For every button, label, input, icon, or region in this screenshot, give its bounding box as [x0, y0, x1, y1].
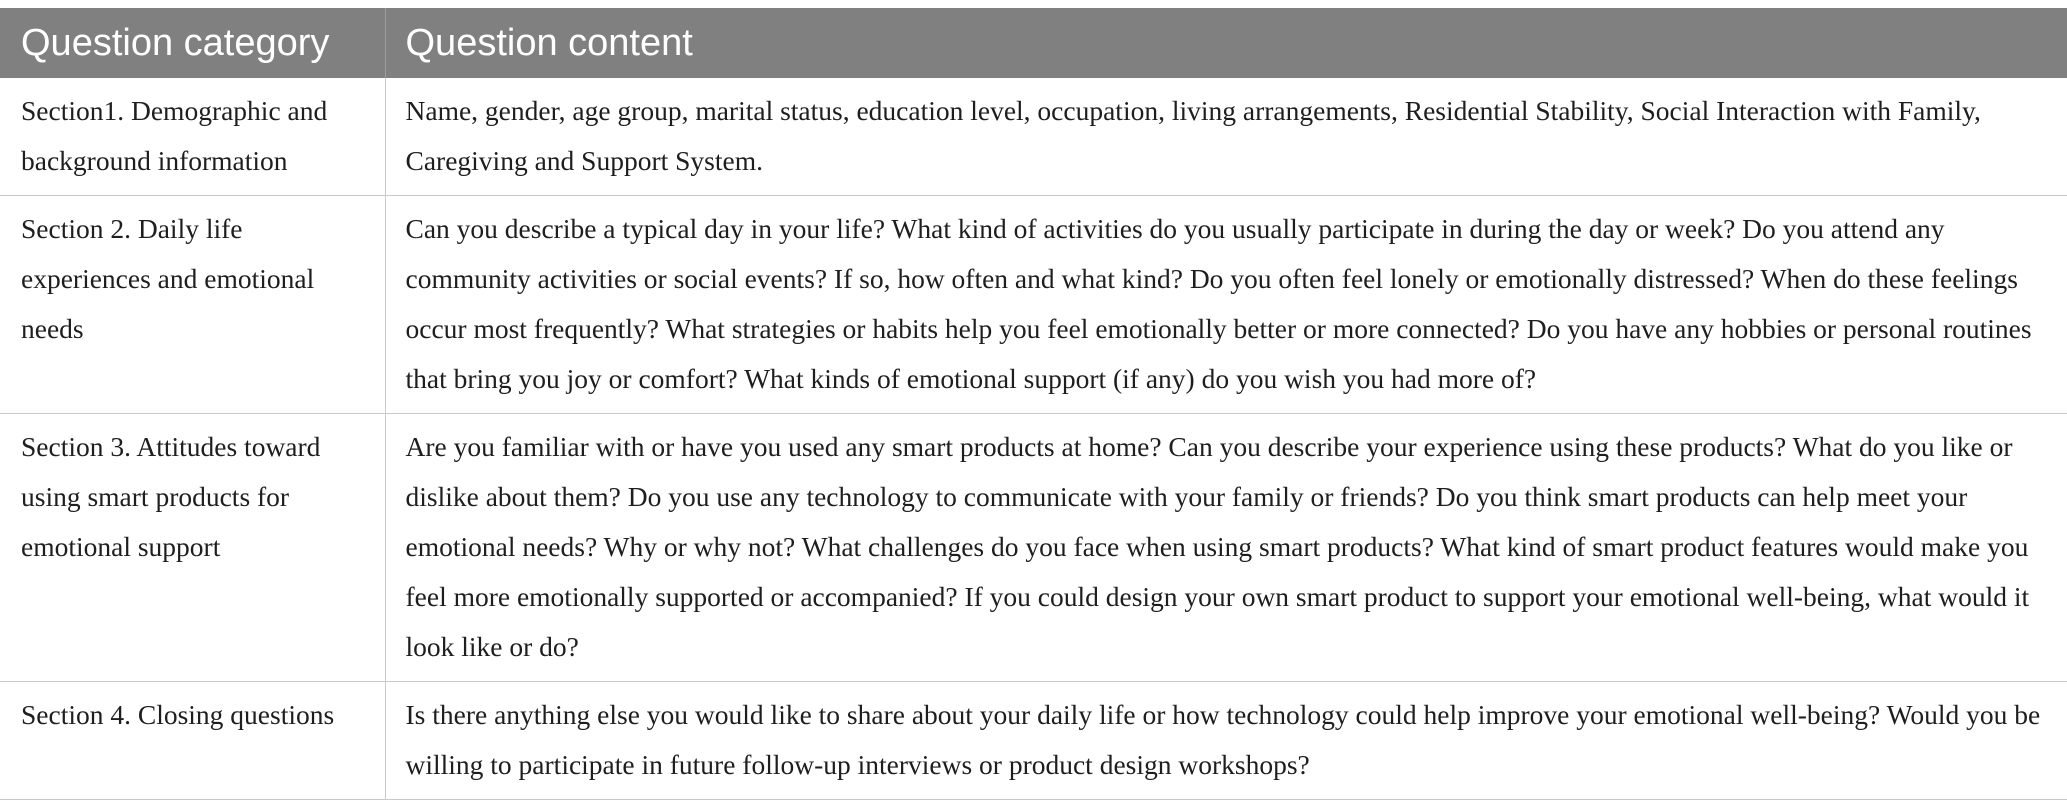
row-content: Are you familiar with or have you used any smart products at home? Can you describe your experience using these products? What do you like or dislike about them? Do you use any technology to communicate with your family or friends? Do you think smart products can help meet your emotional needs? Why or why not? What challenges do you face when using smart products? What kind of smart product features would make you feel more emotionally supported or accompanied? If you could design your own smart product to support your emotional well-being, what would it look like or do? [385, 414, 2067, 682]
column-header-content: Question content [385, 8, 2067, 78]
row-category: Section 4. Closing questions [0, 682, 385, 800]
row-content: Can you describe a typical day in your life? What kind of activities do you usually participate in during the day or week? Do you attend any community activities or social events? If so, how often and what kind? Do you often feel lonely or emotionally distressed? When do these feelings occur most frequently? What strategies or habits help you feel emotionally better or more connected? Do you have any hobbies or personal routines that bring you joy or comfort? What kinds of emotional support (if any) do you wish you had more of? [385, 196, 2067, 414]
table-row [0, 78, 2067, 196]
table-row [0, 682, 2067, 800]
question-table [0, 8, 2067, 800]
row-category: Section 2. Daily life experiences and emotional needs [0, 196, 385, 414]
column-header-category: Question category [0, 8, 385, 78]
row-category: Section 3. Attitudes toward using smart products for emotional support [0, 414, 385, 682]
table-row [0, 414, 2067, 682]
row-content: Name, gender, age group, marital status, education level, occupation, living arrangements, Residential Stability, Social Interaction with Family, Caregiving and Support System. [385, 78, 2067, 196]
table-header-row [0, 8, 2067, 78]
row-category: Section1. Demographic and background information [0, 78, 385, 196]
row-content: Is there anything else you would like to share about your daily life or how technology could help improve your emotional well-being? Would you be willing to participate in future follow-up interviews or product design workshops? [385, 682, 2067, 800]
table-row [0, 196, 2067, 414]
